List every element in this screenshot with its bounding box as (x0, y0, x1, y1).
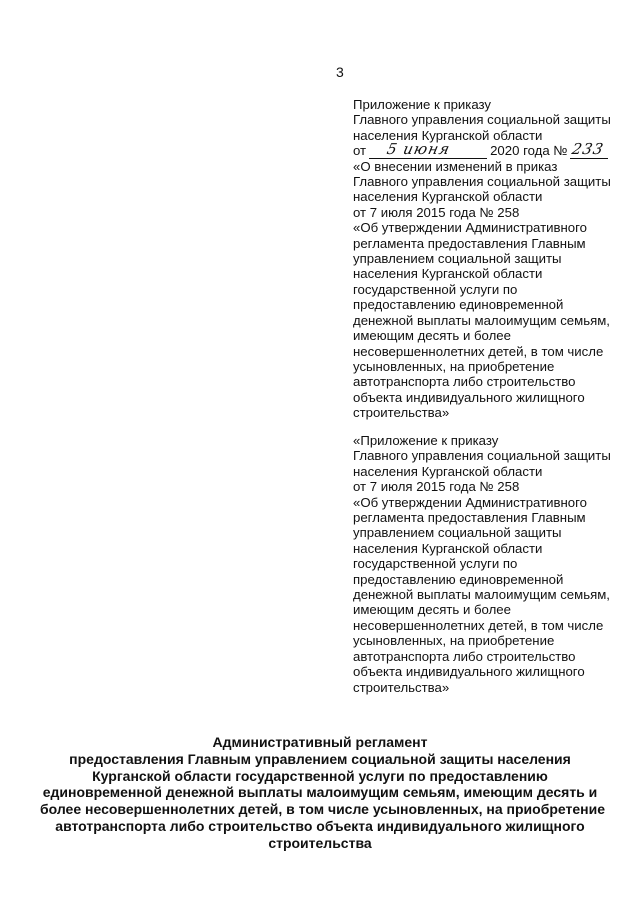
appendix-block (353, 97, 633, 421)
appendix-line: денежной выплаты малоимущим семьям, (353, 312, 610, 328)
quoted-appendix-block (353, 433, 633, 695)
quoted-appendix-line: денежной выплаты малоимущим семьям, (353, 587, 610, 603)
appendix-line: «О внесении изменений в приказ (353, 158, 558, 174)
title-line: строительства (268, 834, 372, 851)
appendix-line: автотранспорта либо строительство (353, 374, 576, 390)
appendix-line: несовершеннолетних детей, в том числе (353, 343, 604, 359)
appendix-line: предоставлению единовременной (353, 297, 564, 313)
quoted-appendix-line: усыновленных, на приобретение (353, 633, 555, 649)
handwritten-order-number: 233 (569, 140, 606, 159)
appendix-line: населения Курганской области (353, 266, 543, 282)
quoted-appendix-line: автотранспорта либо строительство (353, 648, 576, 664)
quoted-appendix-line: «Приложение к приказу (353, 433, 499, 448)
appendix-line: государственной услуги по (353, 281, 518, 297)
title-line: предоставления Главным управлением социальной защиты населения (69, 750, 571, 767)
handwritten-date: 5 июня (385, 140, 453, 159)
date-year: 2020 года № (490, 143, 568, 159)
appendix-line: объекта индивидуального жилищного (353, 389, 585, 405)
quoted-appendix-line: регламента предоставления Главным (353, 510, 586, 526)
title-line: Курганской области государственной услуги по предоставлению (92, 767, 548, 784)
order-number-blank (569, 140, 608, 159)
appendix-line: Главного управления социальной защиты (353, 112, 611, 128)
appendix-line: строительства» (353, 405, 450, 421)
appendix-line: Главного управления социальной защиты (353, 174, 611, 190)
quoted-appendix-line: объекта индивидуального жилищного (353, 664, 585, 680)
date-blank (369, 140, 487, 159)
appendix-line: от 7 июля 2015 года № 258 (353, 204, 520, 220)
title-line: Административный регламент (212, 734, 428, 750)
appendix-line: имеющим десять и более (353, 328, 511, 344)
appendix-line: Приложение к приказу (353, 97, 492, 112)
quoted-appendix-line: управлением социальной защиты (353, 525, 562, 541)
order-date-line (353, 140, 633, 159)
page-number: 3 (336, 64, 344, 80)
appendix-line: населения Курганской области (353, 189, 543, 205)
appendix-line: усыновленных, на приобретение (353, 358, 555, 374)
quoted-appendix-line: государственной услуги по (353, 556, 518, 572)
title-line: единовременной денежной выплаты малоимущим семьям, имеющим десять и (42, 784, 598, 801)
quoted-appendix-line: несовершеннолетних детей, в том числе (353, 617, 604, 633)
quoted-appendix-line: населения Курганской области (353, 463, 543, 479)
appendix-line: населения Курганской области (353, 127, 543, 143)
title-line: более несовершеннолетних детей, в том числе усыновленных, на приобретение (40, 801, 605, 818)
quoted-appendix-line: строительства» (353, 679, 450, 695)
quoted-appendix-line: Главного управления социальной защиты (353, 448, 611, 464)
quoted-appendix-line: населения Курганской области (353, 540, 543, 556)
quoted-appendix-line: предоставлению единовременной (353, 571, 564, 587)
date-prefix: от (353, 143, 367, 159)
quoted-appendix-line: «Об утверждении Административного (353, 494, 587, 510)
document-title (40, 734, 605, 852)
quoted-appendix-line: от 7 июля 2015 года № 258 (353, 479, 520, 495)
appendix-line: «Об утверждении Административного (353, 220, 587, 236)
appendix-line: регламента предоставления Главным (353, 235, 586, 251)
title-line: автотранспорта либо строительство объекта индивидуального жилищного (55, 817, 585, 834)
quoted-appendix-line: имеющим десять и более (353, 602, 511, 618)
appendix-line: управлением социальной защиты (353, 251, 562, 267)
